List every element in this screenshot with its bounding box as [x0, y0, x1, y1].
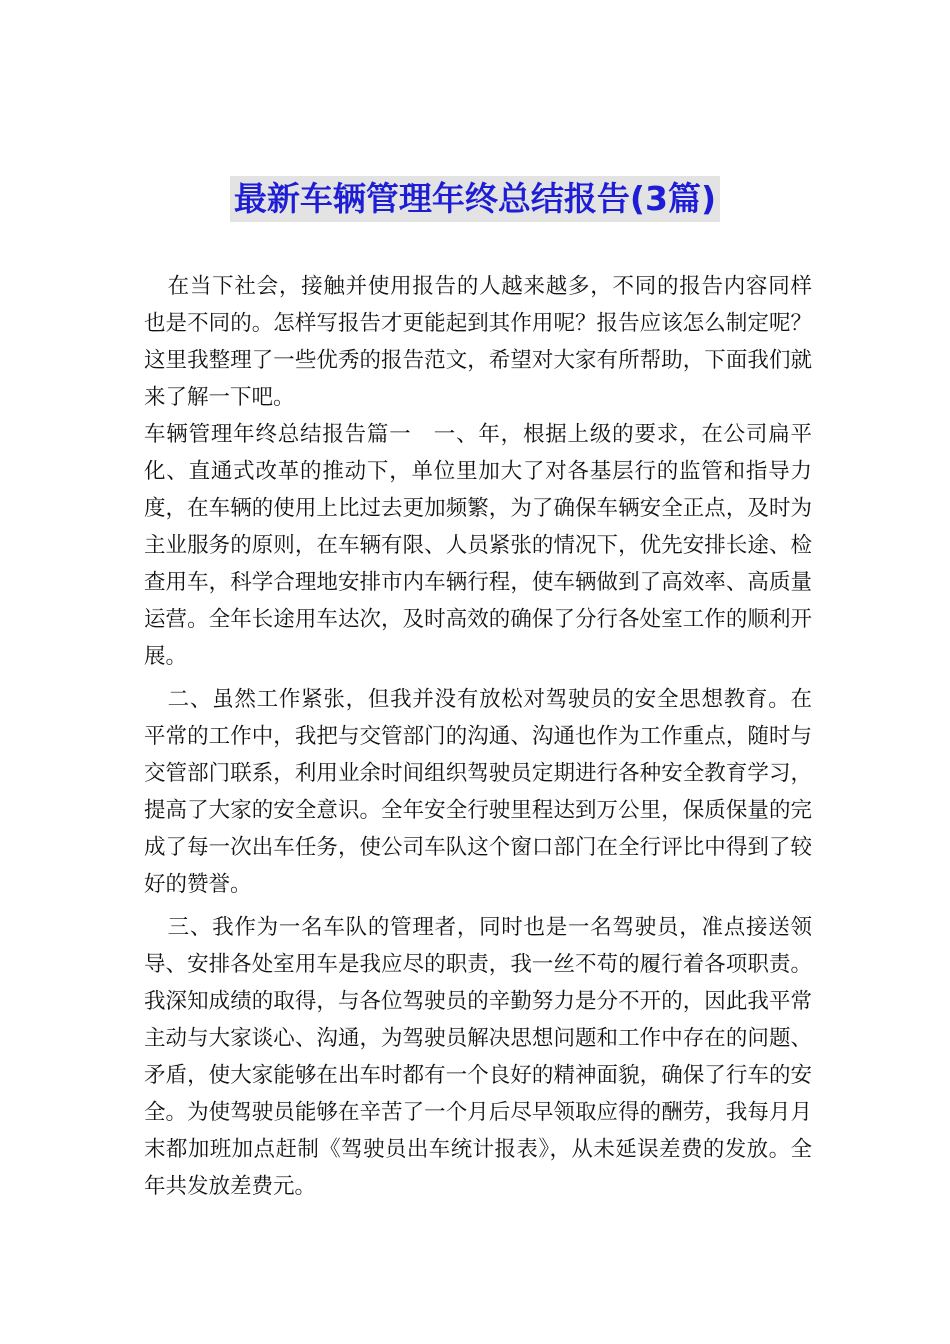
section-one-paragraph: 车辆管理年终总结报告篇一 一、年，根据上级的要求，在公司扁平化、直通式改革的推动下，单位里加大了对各基层行的监管和指导力度，在车辆的使用上比过去更加频繁，为了确保车辆安全正点，及时为主业服务的原则，在车辆有限、人员紧张的情况下，优先安排长途、检查用车，科学合理地安排市内车辆行程，使车辆做到了高效率、高质量运营。全年长途用车达次，及时高效的确保了分行各处室工作的顺利开展。 [144, 422, 812, 669]
title-container [0, 176, 950, 222]
section-two-paragraph: 二、虽然工作紧张，但我并没有放松对驾驶员的安全思想教育。在平常的工作中，我把与交管部门的沟通、沟通也作为工作重点，随时与交管部门联系，利用业余时间组织驾驶员定期进行各种安全教育学习，提高了大家的安全意识。全年安全行驶里程达到万公里，保质保量的完成了每一次出车任务，使公司车队这个窗口部门在全行评比中得到了较好的赞誉。 [144, 687, 812, 897]
intro-paragraph: 在当下社会，接触并使用报告的人越来越多，不同的报告内容同样也是不同的。怎样写报告才更能起到其作用呢？报告应该怎么制定呢？这里我整理了一些优秀的报告范文，希望对大家有所帮助，下面我们就来了解一下吧。 [144, 274, 812, 410]
document-body [144, 268, 812, 1205]
section-three-paragraph: 三、我作为一名车队的管理者，同时也是一名驾驶员，准点接送领导、安排各处室用车是我应尽的职责，我一丝不苟的履行着各项职责。我深知成绩的取得，与各位驾驶员的辛勤努力是分不开的，因此我平常主动与大家谈心、沟通，为驾驶员解决思想问题和工作中存在的问题、矛盾，使大家能够在出车时都有一个良好的精神面貌，确保了行车的安全。为使驾驶员能够在辛苦了一个月后尽早领取应得的酬劳，我每月月末都加班加点赶制《驾驶员出车统计报表》，从未延误差费的发放。全年共发放差费元。 [144, 915, 812, 1199]
document-title: 最新车辆管理年终总结报告(3篇) [230, 176, 720, 222]
